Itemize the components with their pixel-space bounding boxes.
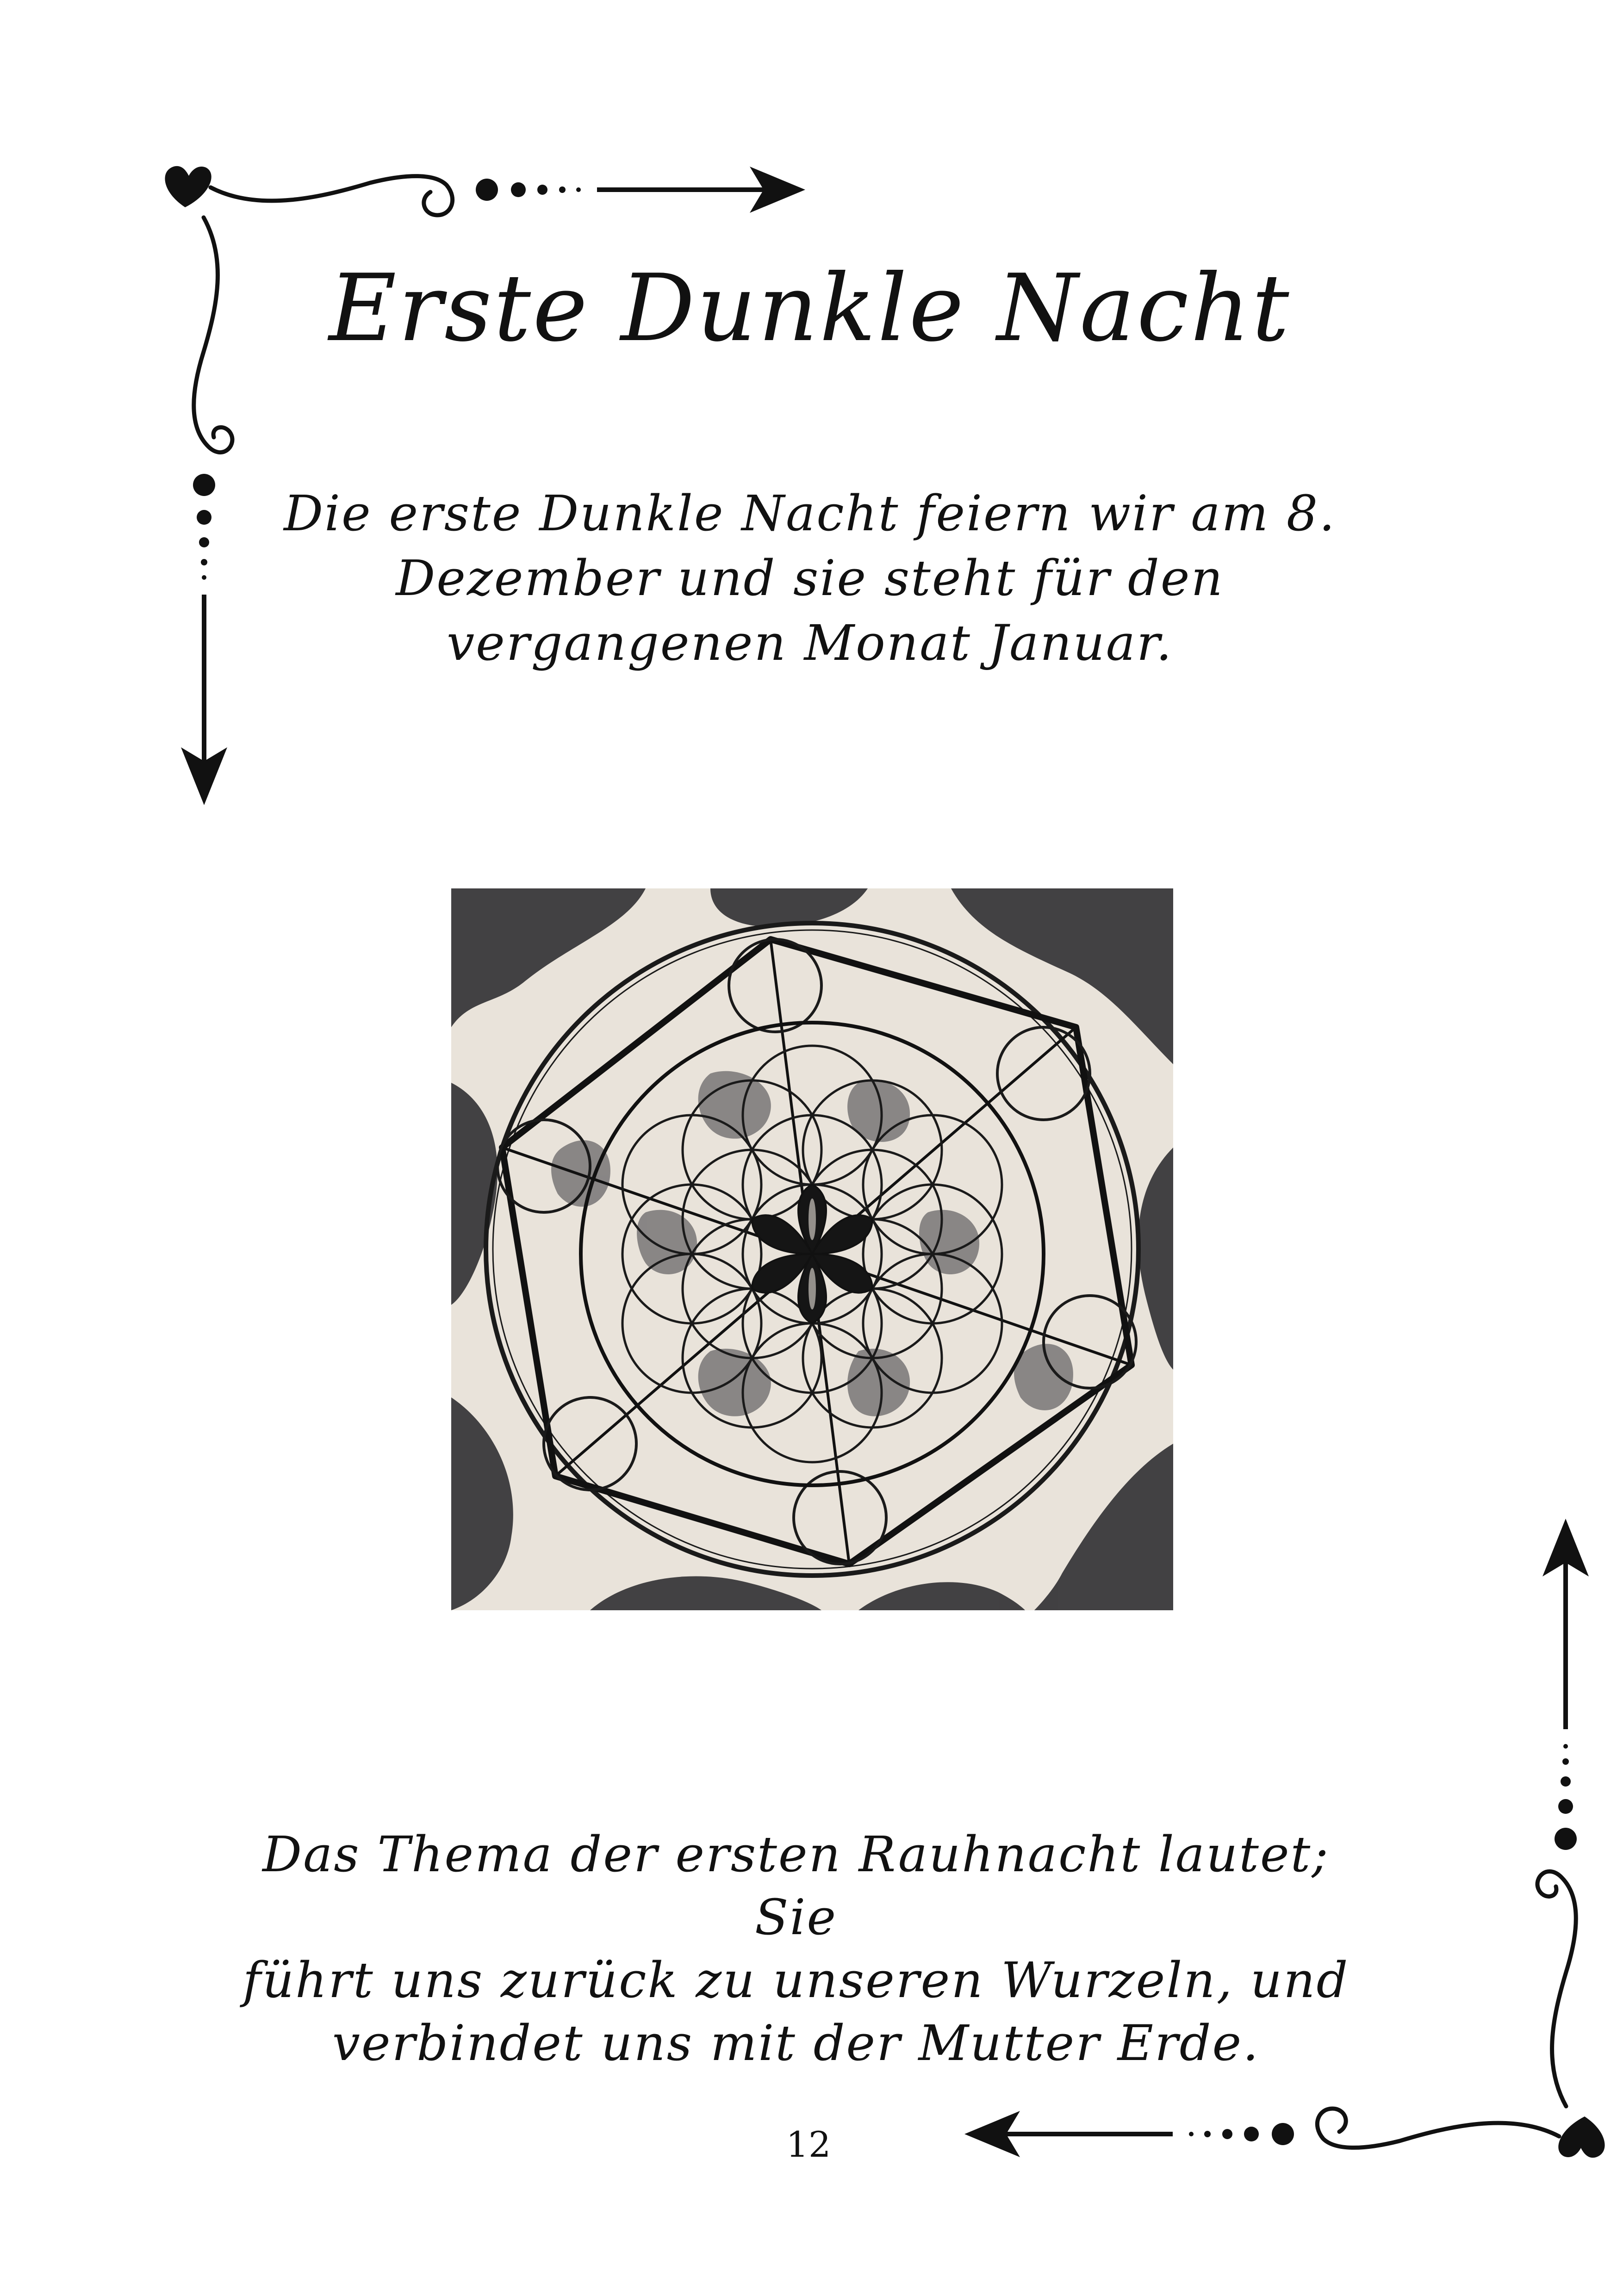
bottom-right-dots-arrow-up bbox=[1542, 1519, 1589, 1850]
intro-line: Die erste Dunkle Nacht feiern wir am 8. bbox=[284, 485, 1336, 542]
intro-line: Dezember und sie steht für den bbox=[396, 550, 1224, 607]
page-number: 12 bbox=[786, 2124, 831, 2165]
theme-line: führt uns zurück zu unseren Wurzeln, und bbox=[243, 1952, 1350, 2009]
bottom-right-vertical-flourish bbox=[1537, 1871, 1576, 2106]
intro-line: vergangenen Monat Januar. bbox=[447, 614, 1173, 671]
theme-line: Das Thema der ersten Rauhnacht lautet; Sie bbox=[262, 1826, 1330, 1946]
theme-line: verbindet uns mit der Mutter Erde. bbox=[332, 2015, 1260, 2072]
page-title: Erste Dunkle Nacht bbox=[329, 254, 1291, 362]
flower-of-life-mandala-image bbox=[451, 888, 1173, 1610]
bottom-right-heart-icon bbox=[1558, 2116, 1605, 2158]
bottom-right-horizontal-flourish bbox=[1317, 2109, 1559, 2147]
bottom-right-dots-arrow-left bbox=[964, 2111, 1294, 2157]
intro-paragraph bbox=[259, 481, 1361, 676]
theme-paragraph bbox=[231, 1823, 1361, 2075]
